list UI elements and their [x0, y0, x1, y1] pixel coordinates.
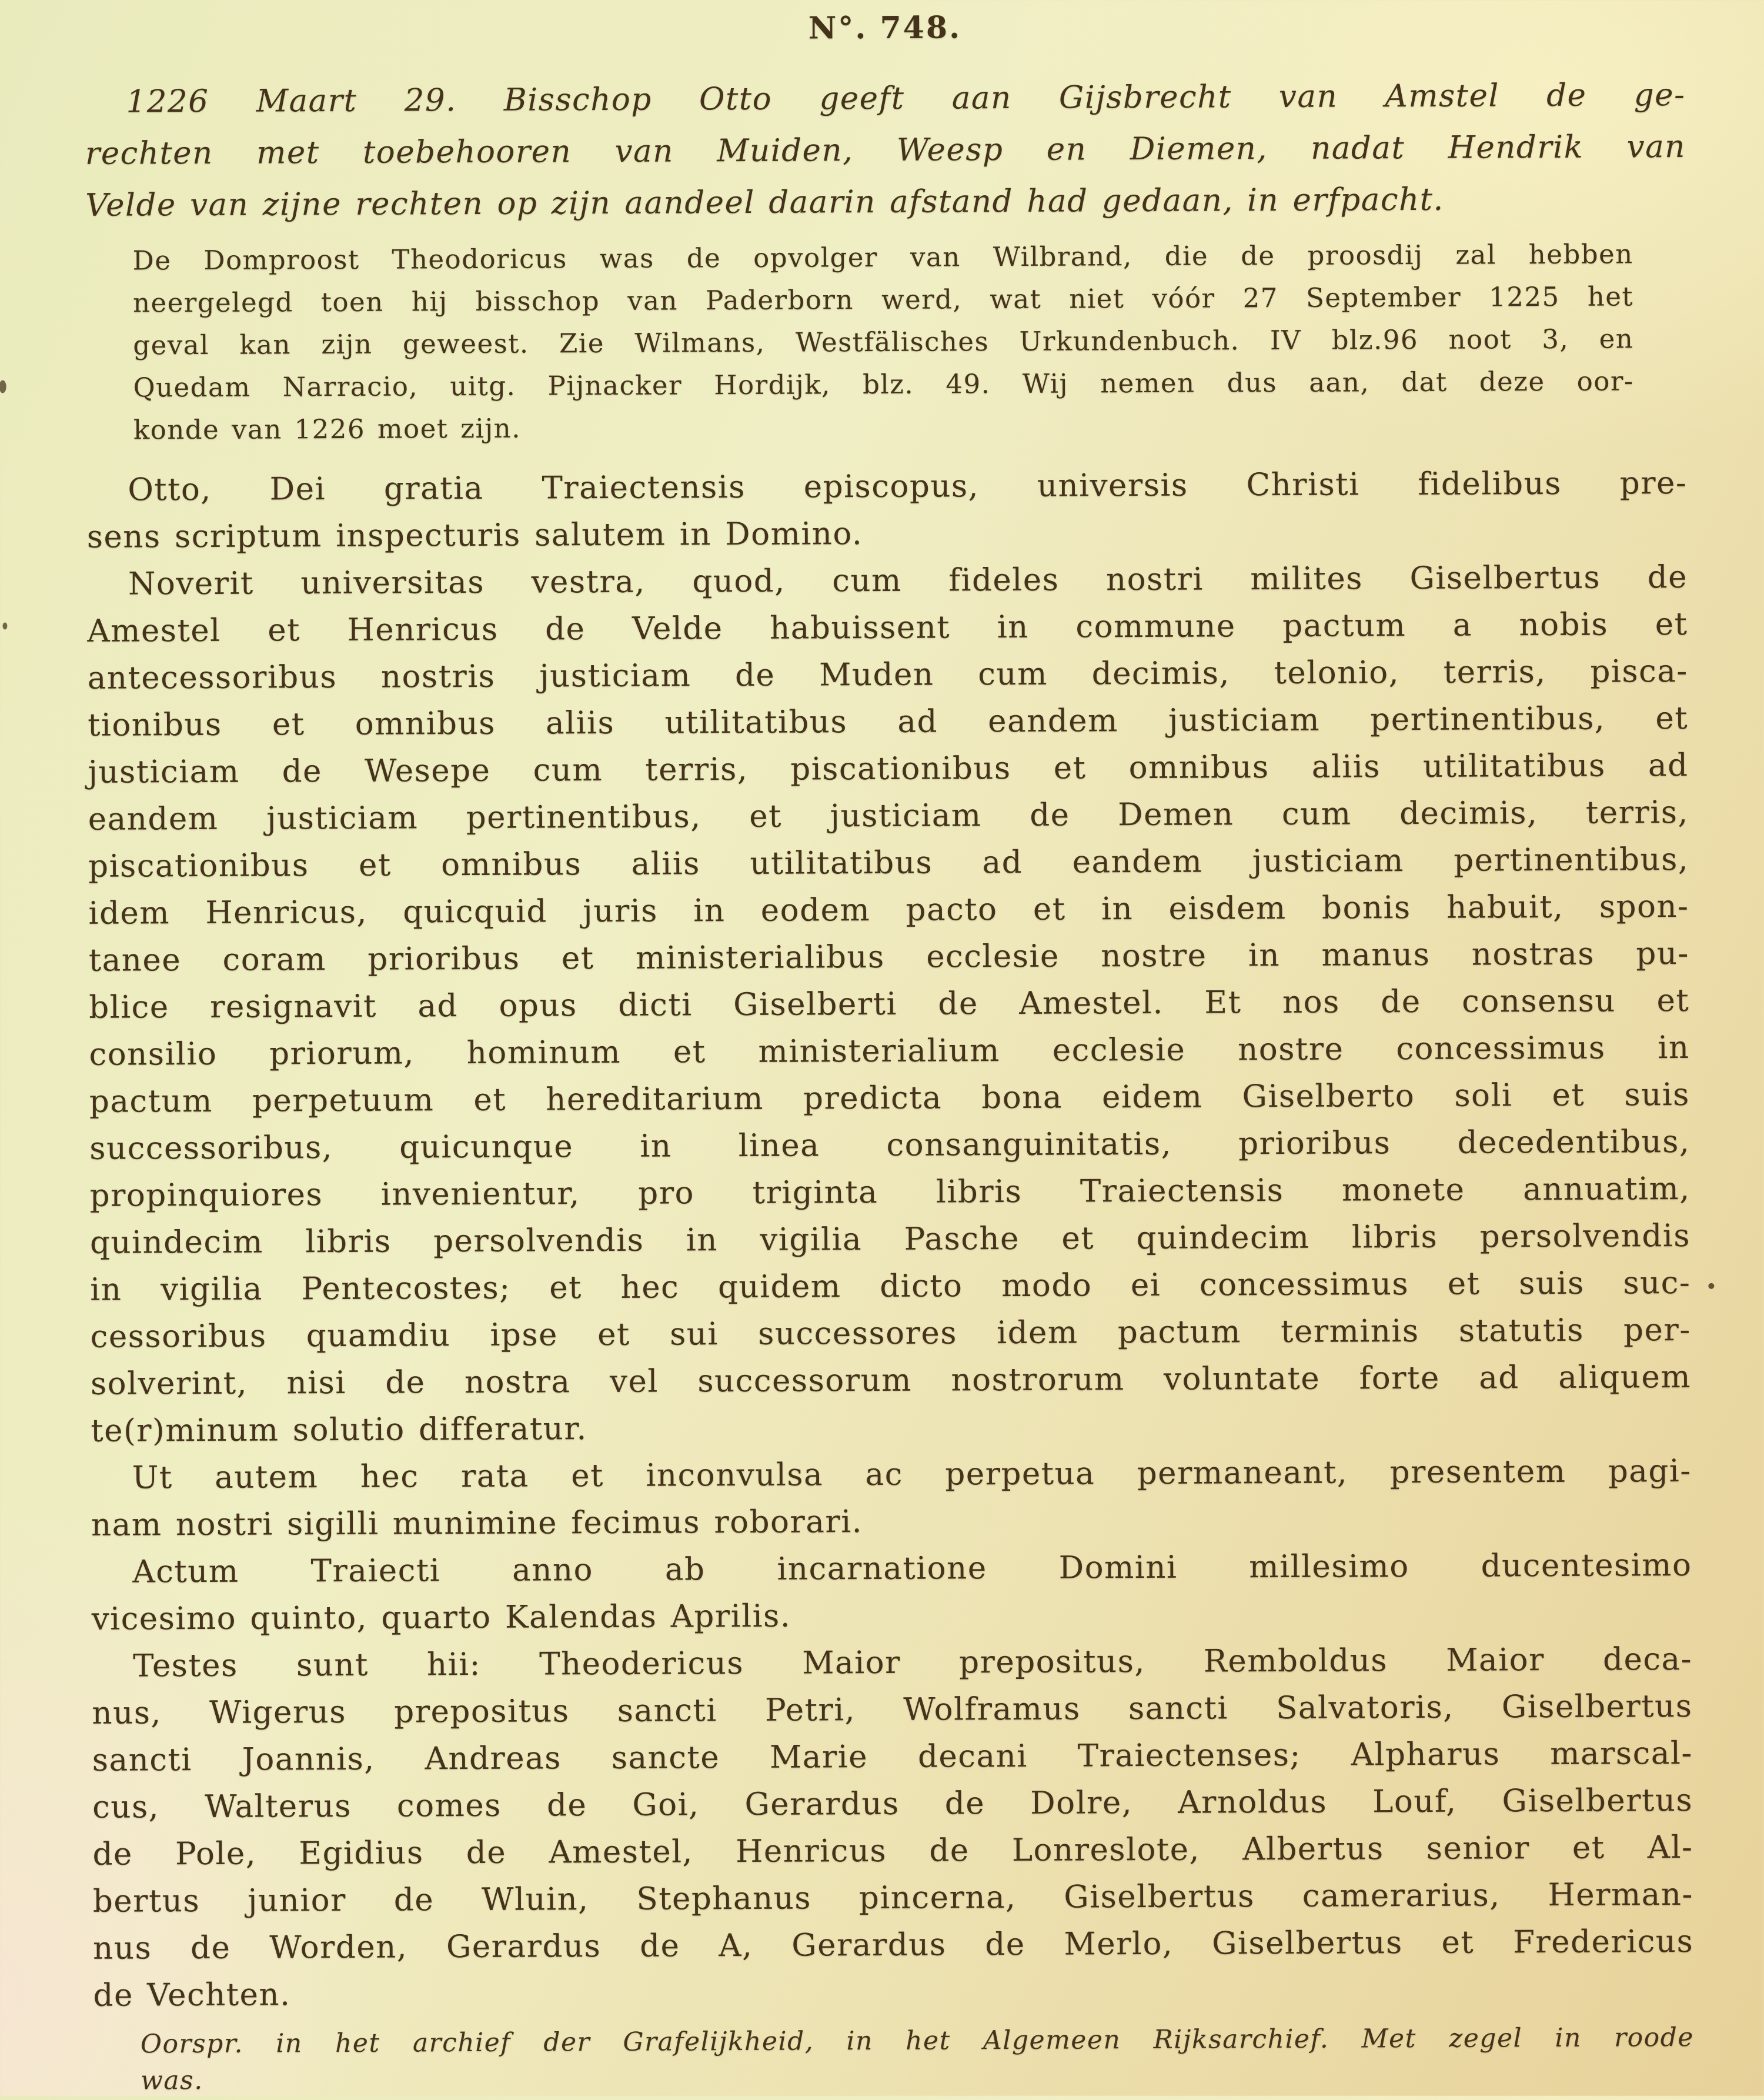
- text-line: justiciam de Wesepe cum terris, piscationibus et omnibus aliis utilitatibus ad: [88, 747, 1689, 790]
- text-line: quindecim libris persolvendis in vigilia Pasche et quindecim libris persolvendis: [89, 1218, 1691, 1261]
- scan-speck: [0, 380, 6, 393]
- text-line: Otto, Dei gratia Traiectensis episcopus, universis Christi fidelibus pre-: [128, 465, 1688, 508]
- text-line: Ut autem hec rata et inconvulsa ac perpetua permaneant, presentem pagi-: [132, 1453, 1692, 1496]
- document-number-heading: N°. 748.: [808, 9, 962, 46]
- text-line: sancti Joannis, Andreas sancte Marie decani Traiectenses; Alpharus marscal-: [92, 1735, 1693, 1778]
- paragraph-container: [85, 69, 1694, 2099]
- body-paragraph: [87, 554, 1692, 1455]
- annotation-paragraph: [133, 233, 1635, 451]
- text-line: nus, Wigerus prepositus sancti Petri, Wolframus sancti Salvatoris, Giselbertus: [92, 1688, 1693, 1731]
- text-line: cessoribus quamdiu ipse et sui successores idem pactum terminis statutis per-: [90, 1312, 1691, 1355]
- body-paragraph: [86, 460, 1688, 561]
- text-line: de Vechten.: [93, 1977, 291, 2014]
- text-line: tanee coram prioribus et ministerialibus ecclesie nostre in manus nostras pu-: [88, 936, 1690, 979]
- text-line: consilio priorum, hominum et ministerialium ecclesie nostre concessimus in: [89, 1030, 1690, 1073]
- text-line: Velde van zijne rechten op zijn aandeel daarin afstand had gedaan, in erfpacht.: [85, 181, 1444, 223]
- text-line: Oorspr. in het archief der Grafelijkheid, in het Algemeen Rijksarchief. Met zegel in roode: [140, 2022, 1695, 2059]
- body-paragraph: [91, 1448, 1692, 1549]
- text-line: in vigilia Pentecostes; et hec quidem dicto modo ei concessimus et suis suc-: [90, 1265, 1691, 1308]
- text-line: geval kan zijn geweest. Zie Wilmans, Westfälisches Urkundenbuch. IV blz.96 noot 3, en: [133, 323, 1634, 361]
- text-line: nus de Worden, Gerardus de A, Gerardus de Merlo, Giselbertus et Fredericus: [93, 1923, 1694, 1967]
- body-paragraph: [91, 1542, 1692, 1643]
- text-line: Amestel et Henricus de Velde habuissent in commune pactum a nobis et: [87, 606, 1688, 649]
- body-paragraph: [92, 1636, 1694, 2019]
- text-line: eandem justiciam pertinentibus, et justiciam de Demen cum decimis, terris,: [88, 794, 1689, 837]
- summary-paragraph: [85, 69, 1686, 232]
- text-line: blice resignavit ad opus dicti Giselberti de Amestel. Et nos de consensu et: [89, 983, 1690, 1026]
- text-line: Quedam Narracio, uitg. Pijnacker Hordijk, blz. 49. Wij nemen dus aan, dat deze oor-: [133, 365, 1634, 403]
- text-line: sens scriptum inspecturis salutem in Domino.: [86, 516, 863, 555]
- text-line: was.: [141, 2065, 203, 2096]
- scan-speck: [1708, 1283, 1714, 1289]
- text-line: pactum perpetuum et hereditarium predicta bona eidem Giselberto soli et suis: [89, 1077, 1690, 1120]
- text-line: De Domproost Theodoricus was de opvolger van Wilbrand, die de proosdij zal hebben: [132, 238, 1633, 276]
- text-line: neergelegd toen hij bisschop van Paderborn werd, wat niet vóór 27 September 1225 het: [132, 281, 1634, 319]
- text-line: solverint, nisi de nostra vel successorum nostrorum voluntate forte ad aliquem: [90, 1359, 1692, 1402]
- text-line: konde van 1226 moet zijn.: [133, 412, 522, 446]
- text-line: propinquiores invenientur, pro triginta libris Traiectensis monete annuatim,: [89, 1171, 1690, 1214]
- text-line: vicesimo quinto, quarto Kalendas Aprilis.: [91, 1598, 791, 1637]
- text-line: rechten met toebehooren van Muiden, Weesp en Diemen, nadat Hendrik van: [85, 129, 1686, 172]
- text-line: nam nostri sigilli munimine fecimus roborari.: [91, 1504, 863, 1543]
- text-line: te(r)minum solutio differatur.: [91, 1411, 587, 1449]
- text-line: piscationibus et omnibus aliis utilitatibus ad eandem justiciam pertinentibus,: [88, 842, 1689, 884]
- text-line: cus, Walterus comes de Goi, Gerardus de Dolre, Arnoldus Louf, Giselbertus: [92, 1782, 1693, 1825]
- text-line: de Pole, Egidius de Amestel, Henricus de Lonreslote, Albertus senior et Al-: [92, 1829, 1693, 1872]
- text-line: bertus junior de Wluin, Stephanus pincerna, Giselbertus camerarius, Herman-: [92, 1876, 1693, 1919]
- text-line: tionibus et omnibus aliis utilitatibus ad eandem justiciam pertinentibus, et: [88, 700, 1689, 743]
- text-line: Testes sunt hii: Theodericus Maior prepositus, Remboldus Maior deca-: [132, 1641, 1693, 1684]
- scan-speck: [2, 622, 7, 629]
- text-line: antecessoribus nostris justiciam de Muden cum decimis, telonio, terris, pisca-: [87, 653, 1688, 696]
- source-note-paragraph: [141, 2019, 1695, 2099]
- text-line: 1226 Maart 29. Bisschop Otto geeft aan Gijsbrecht van Amstel de ge-: [126, 77, 1686, 120]
- text-line: Noverit universitas vestra, quod, cum fideles nostri milites Giselbertus de: [128, 559, 1688, 602]
- text-line: successoribus, quicunque in linea consanguinitatis, prioribus decedentibus,: [89, 1124, 1690, 1167]
- text-line: idem Henricus, quicquid juris in eodem pacto et in eisdem bonis habuit, spon-: [88, 889, 1689, 932]
- text-line: Actum Traiecti anno ab incarnatione Domini millesimo ducentesimo: [132, 1547, 1692, 1590]
